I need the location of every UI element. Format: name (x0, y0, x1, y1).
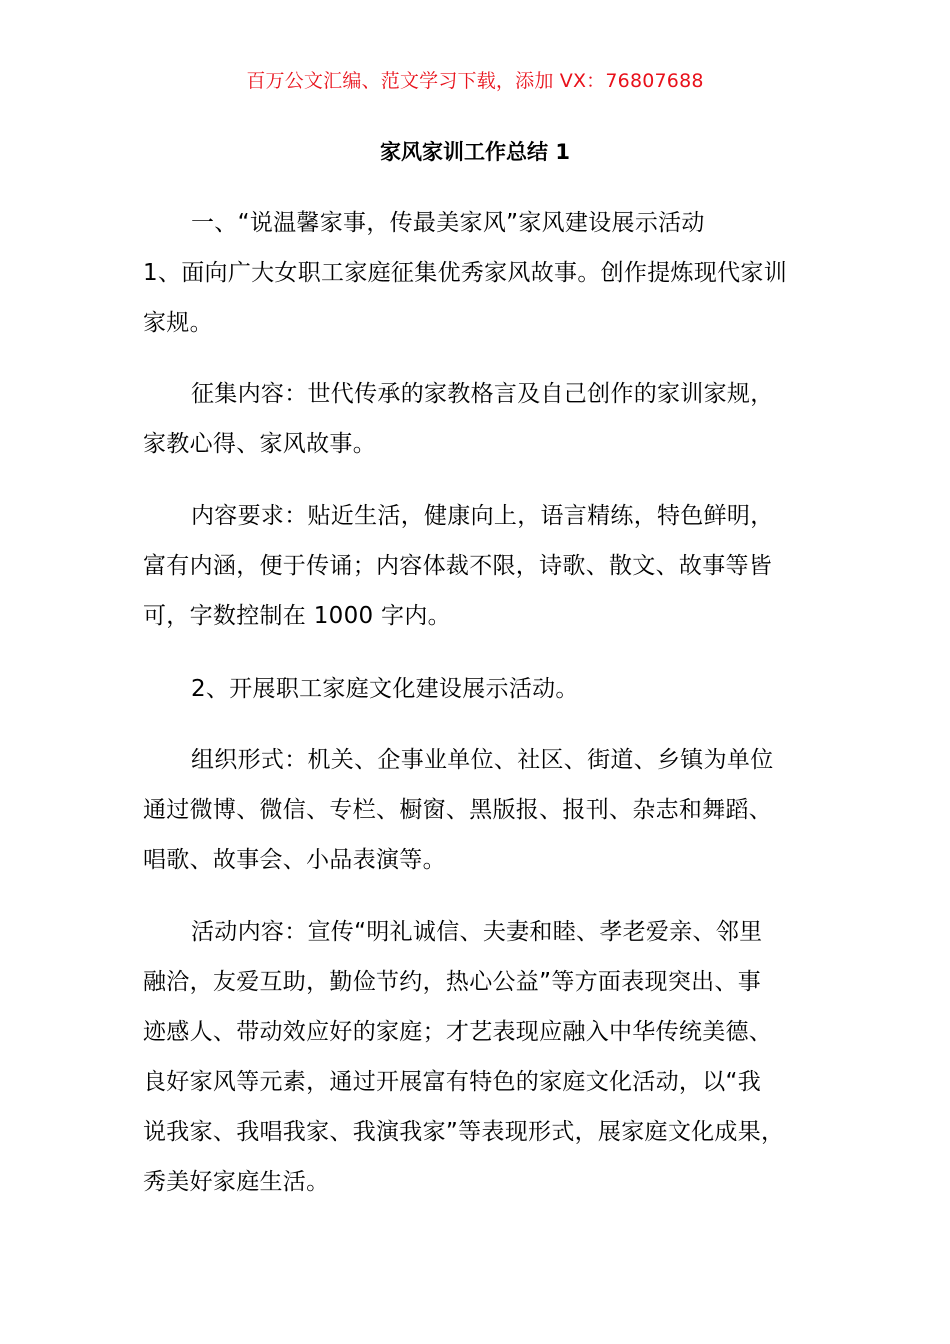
text-line: 2、开展职工家庭文化建设展示活动。 (191, 676, 579, 702)
text-line: 融洽，友爱互助，勤俭节约，热心公益”等方面表现突出、事 (143, 969, 762, 995)
text-line: 活动内容：宣传“明礼诚信、夫妻和睦、孝老爱亲、邻里 (191, 919, 763, 945)
text-line: 内容要求：贴近生活，健康向上，语言精练，特色鲜明， (191, 503, 774, 529)
paragraph-activity-content (143, 907, 813, 1207)
text-line: 1、面向广大女职工家庭征集优秀家风故事。创作提炼现代家训 (143, 260, 788, 286)
text-line: 迹感人、带动效应好的家庭；才艺表现应融入中华传统美德、 (143, 1019, 773, 1045)
text-line: 征集内容：世代传承的家教格言及自己创作的家训家规， (191, 381, 774, 407)
section-heading (143, 198, 813, 248)
text-line: 唱歌、故事会、小品表演等。 (143, 847, 446, 873)
text-line: 家教心得、家风故事。 (143, 431, 376, 457)
text-line: 说我家、我唱我家、我演我家”等表现形式，展家庭文化成果， (143, 1119, 785, 1145)
text-line: 富有内涵，便于传诵；内容体裁不限，诗歌、散文、故事等皆 (143, 553, 773, 579)
promo-banner: 百万公文汇编、范文学习下载，添加 VX：76807688 (246, 70, 704, 92)
text-line: 组织形式：机关、企事业单位、社区、街道、乡镇为单位 (191, 747, 774, 773)
paragraph-collection-content (143, 369, 813, 469)
text-line: 良好家风等元素，通过开展富有特色的家庭文化活动，以“我 (143, 1069, 762, 1095)
list-item-2 (143, 664, 813, 714)
paragraph-content-requirements (143, 491, 813, 641)
text-line: 秀美好家庭生活。 (143, 1169, 330, 1195)
list-item-1 (143, 248, 813, 348)
document-title: 家风家训工作总结 1 (380, 140, 570, 164)
paragraph-organization-form (143, 735, 813, 885)
text-line: 通过微博、微信、专栏、橱窗、黑版报、报刊、杂志和舞蹈、 (143, 797, 773, 823)
text-line: 一、“说温馨家事，传最美家风”家风建设展示活动 (191, 210, 705, 236)
text-line: 家规。 (143, 310, 213, 336)
text-line: 可，字数控制在 1000 字内。 (143, 603, 451, 629)
